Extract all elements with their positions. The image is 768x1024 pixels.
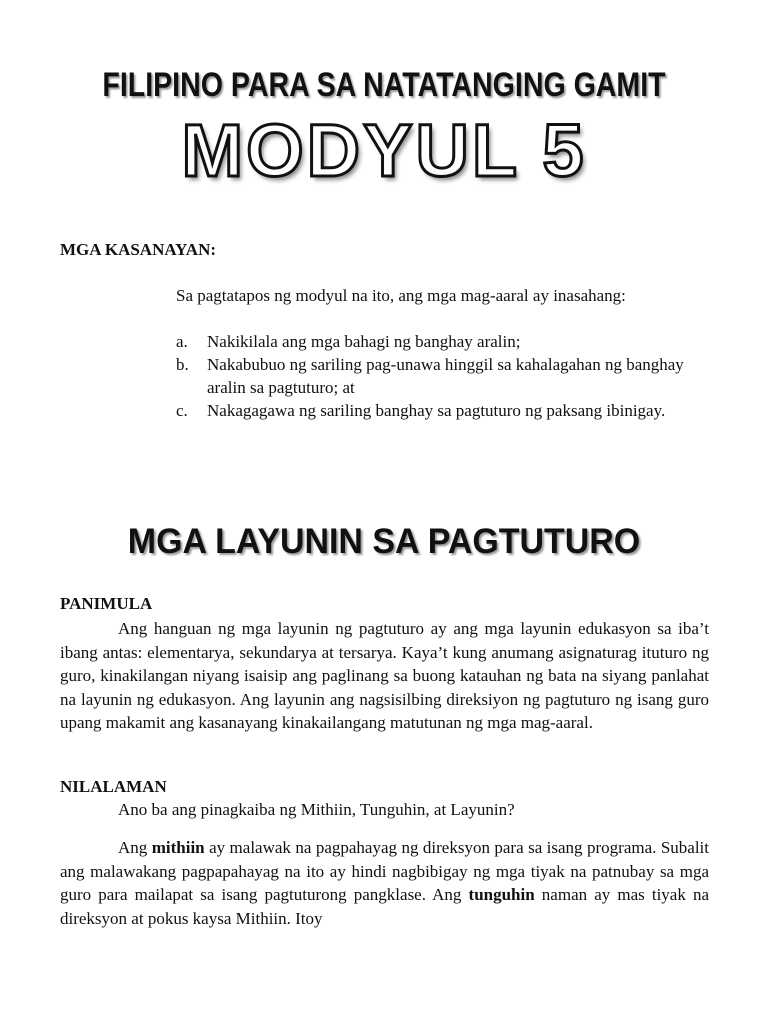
- list-item-text: Nakikilala ang mga bahagi ng banghay aralin;: [207, 332, 521, 351]
- term-mithiin: mithiin: [151, 838, 205, 857]
- list-marker: a.: [176, 332, 188, 351]
- skills-label: MGA KASANAYAN:: [60, 240, 217, 259]
- list-item: [176, 353, 716, 399]
- list-item: [176, 399, 716, 422]
- list-item: [176, 330, 716, 353]
- list-marker: b.: [176, 355, 189, 374]
- text-run: Ang: [118, 838, 152, 857]
- list-item-text: Nakagagawa ng sariling banghay sa pagtuturo ng paksang ibinigay.: [207, 401, 666, 420]
- guiding-question: Ano ba ang pinagkaiba ng Mithiin, Tunguhin, at Layunin?: [118, 800, 515, 819]
- intro-paragraph: Ang hanguan ng mga layunin ng pagtuturo ay ang mga layunin edukasyon sa iba’t ibang antas: elementarya, sekundarya at tersarya. Kaya’t kung anumang asignaturag ituturo ng guro, kinakilangan niyang isaisip ang paglinang sa buong katauhan ng bata na siyang panlahat na layunin ng edukasyon. Ang layunin ang nagsisilbing direksiyon ng pagtuturo ng isang guro upang makamit ang kasanayang kinakailangang matutunan ng mga mag-aaral.: [60, 619, 709, 732]
- text-run: ay malawak na pagpahayag ng direksyon para sa isang programa. Subalit ang malawakang pagpapahayag na ito ay hindi nagbibigay ng mga tiyak na patnubay sa mga guro para mailapat sa isang pagtuturong pangklase. Ang: [60, 838, 709, 904]
- module-title: MODYUL 5: [181, 109, 587, 192]
- body-paragraph: [60, 836, 709, 930]
- objectives-list: [176, 330, 716, 422]
- content-label: NILALAMAN: [60, 777, 167, 796]
- intro-label: PANIMULA: [60, 594, 153, 613]
- text-run: naman ay mas tiyak na direksyon at pokus kaysa Mithiin. Itoy: [60, 885, 709, 928]
- term-tunguhin: tunguhin: [468, 885, 535, 904]
- skills-intro: Sa pagtatapos ng modyul na ito, ang mga mag-aaral ay inasahang:: [176, 286, 626, 305]
- list-marker: c.: [176, 401, 188, 420]
- document-title: FILIPINO PARA SA NATATANGING GAMIT: [102, 66, 666, 104]
- list-item-text: Nakabubuo ng sariling pag-unawa hinggil sa kahalagahan ng banghay aralin sa pagtuturo; at: [207, 355, 684, 397]
- section-heading: MGA LAYUNIN SA PAGTUTURO: [127, 522, 641, 561]
